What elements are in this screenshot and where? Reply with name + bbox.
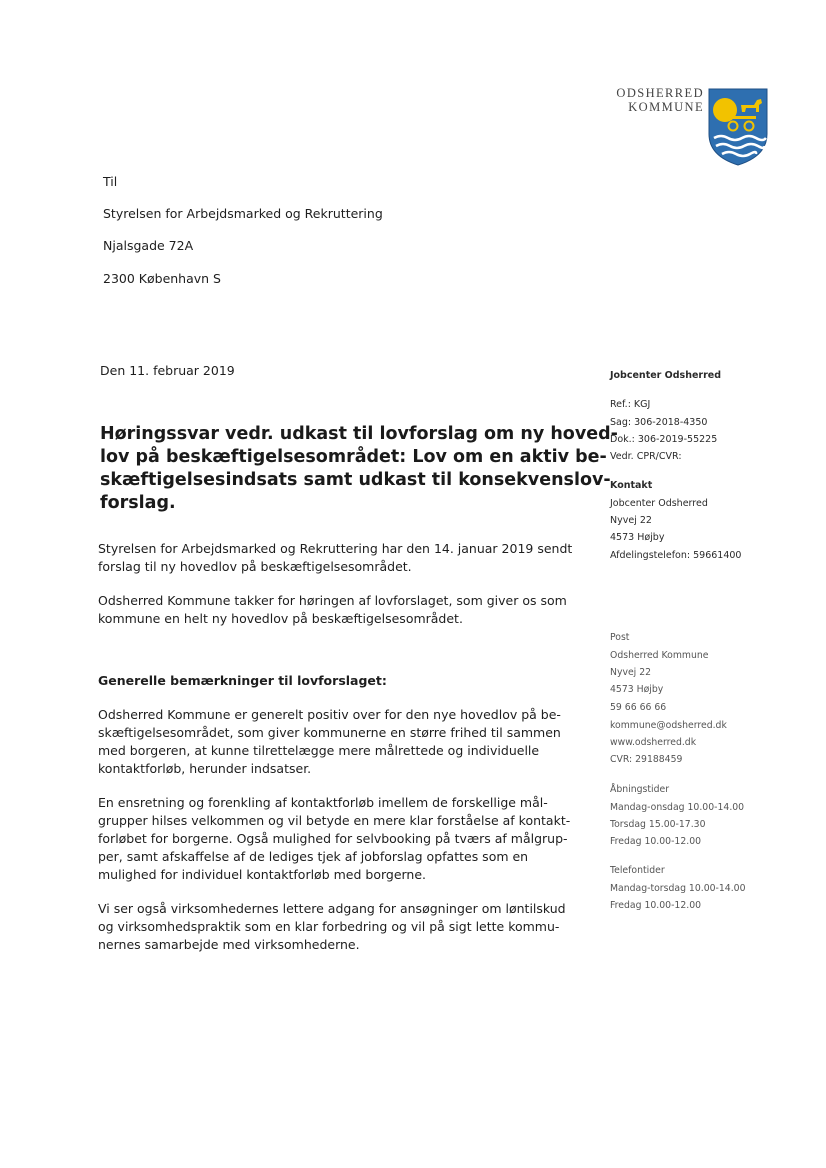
paragraph-4 xyxy=(98,794,571,884)
sidebar-open-3: Fredag 10.00-12.00 xyxy=(610,836,702,847)
recipient-to: Til xyxy=(103,174,118,189)
sidebar-sag: Sag: 306-2018-4350 xyxy=(610,417,708,428)
sidebar-post-email: kommune@odsherred.dk xyxy=(610,720,727,731)
paragraph-line: kontaktforløb, herunder indsatser. xyxy=(98,761,312,776)
paragraph-line: mulighed for individuel kontaktforløb med borgerne. xyxy=(98,867,427,882)
sidebar-open-heading: Åbningstider xyxy=(610,784,670,795)
recipient-name: Styrelsen for Arbejdsmarked og Rekruttering xyxy=(103,206,383,221)
logo-line-1: ODSHERRED xyxy=(616,86,704,100)
recipient-city: 2300 København S xyxy=(103,271,221,286)
sidebar-vedr: Vedr. CPR/CVR: xyxy=(610,451,682,462)
sidebar-post-heading: Post xyxy=(610,632,630,643)
paragraph-5 xyxy=(98,900,568,954)
paragraph-line: nernes samarbejde med virksomhederne. xyxy=(98,937,360,952)
paragraph-3 xyxy=(98,706,568,778)
sidebar-post-name: Odsherred Kommune xyxy=(610,650,709,661)
section-heading: Generelle bemærkninger til lovforslaget: xyxy=(98,673,387,688)
sidebar-kontakt-heading: Kontakt xyxy=(610,480,653,491)
paragraph-line: Odsherred Kommune er generelt positiv over for den nye hovedlov på be- xyxy=(98,707,561,722)
paragraph-line: forslag til ny hovedlov på beskæftigelsesområdet. xyxy=(98,559,412,574)
municipality-logo-text xyxy=(598,86,704,114)
paragraph-line: En ensretning og forenkling af kontaktforløb imellem de forskellige mål- xyxy=(98,795,548,810)
sidebar-dok: Dok.: 306-2019-55225 xyxy=(610,434,718,445)
paragraph-line: grupper hilses velkommen og vil betyde en mere klar forståelse af kontakt- xyxy=(98,813,571,828)
sidebar-ref: Ref.: KGJ xyxy=(610,399,651,410)
paragraph-line: med borgeren, at kunne tilrettelægge mere målrettede og individuelle xyxy=(98,743,540,758)
paragraph-line: Odsherred Kommune takker for høringen af lovforslaget, som giver os som xyxy=(98,593,567,608)
recipient-street: Njalsgade 72A xyxy=(103,238,194,253)
sidebar-post-phone: 59 66 66 66 xyxy=(610,702,667,713)
title-line: Høringssvar vedr. udkast til lovforslag om ny hoved- xyxy=(100,424,618,444)
paragraph-line: forløbet for borgerne. Også mulighed for selvbooking på tværs af målgrup- xyxy=(98,831,568,846)
sidebar-phone-2: Fredag 10.00-12.00 xyxy=(610,900,702,911)
title-line: forslag. xyxy=(100,493,176,513)
sidebar-kontakt-street: Nyvej 22 xyxy=(610,515,652,526)
sidebar-kontakt-phone: Afdelingstelefon: 59661400 xyxy=(610,550,742,561)
sidebar-phone-1: Mandag-torsdag 10.00-14.00 xyxy=(610,883,746,894)
paragraph-2 xyxy=(98,592,568,628)
sidebar-post-web: www.odsherred.dk xyxy=(610,737,697,748)
coat-of-arms-icon xyxy=(708,88,768,166)
title-line: skæftigelsesindsats samt udkast til konsekvenslov- xyxy=(100,470,611,490)
sidebar-open-1: Mandag-onsdag 10.00-14.00 xyxy=(610,802,745,813)
sidebar-post-street: Nyvej 22 xyxy=(610,667,652,678)
paragraph-line: Vi ser også virksomhedernes lettere adgang for ansøgninger om løntilskud xyxy=(98,901,566,916)
paragraph-line: per, samt afskaffelse af de lediges tjek af jobforslag opfattes som en xyxy=(98,849,529,864)
sidebar-kontakt-city: 4573 Højby xyxy=(610,532,665,543)
paragraph-line: kommune en helt ny hovedlov på beskæftigelsesområdet. xyxy=(98,611,463,626)
sidebar-post-city: 4573 Højby xyxy=(610,684,664,695)
sidebar-unit: Jobcenter Odsherred xyxy=(610,370,722,381)
letter-date: Den 11. februar 2019 xyxy=(100,363,235,378)
paragraph-line: og virksomhedspraktik som en klar forbedring og vil på sigt lette kommu- xyxy=(98,919,560,934)
sidebar-phone-heading: Telefontider xyxy=(610,865,665,876)
paragraph-1 xyxy=(98,540,573,576)
letter-title xyxy=(100,423,618,515)
title-line: lov på beskæftigelsesområdet: Lov om en aktiv be- xyxy=(100,447,607,467)
sidebar-open-2: Torsdag 15.00-17.30 xyxy=(610,819,706,830)
paragraph-line: skæftigelsesområdet, som giver kommunerne en større frihed til sammen xyxy=(98,725,561,740)
paragraph-line: Styrelsen for Arbejdsmarked og Rekruttering har den 14. januar 2019 sendt xyxy=(98,541,573,556)
sidebar-post-cvr: CVR: 29188459 xyxy=(610,754,683,765)
sidebar-kontakt-name: Jobcenter Odsherred xyxy=(610,498,708,509)
logo-line-2: KOMMUNE xyxy=(628,100,704,114)
